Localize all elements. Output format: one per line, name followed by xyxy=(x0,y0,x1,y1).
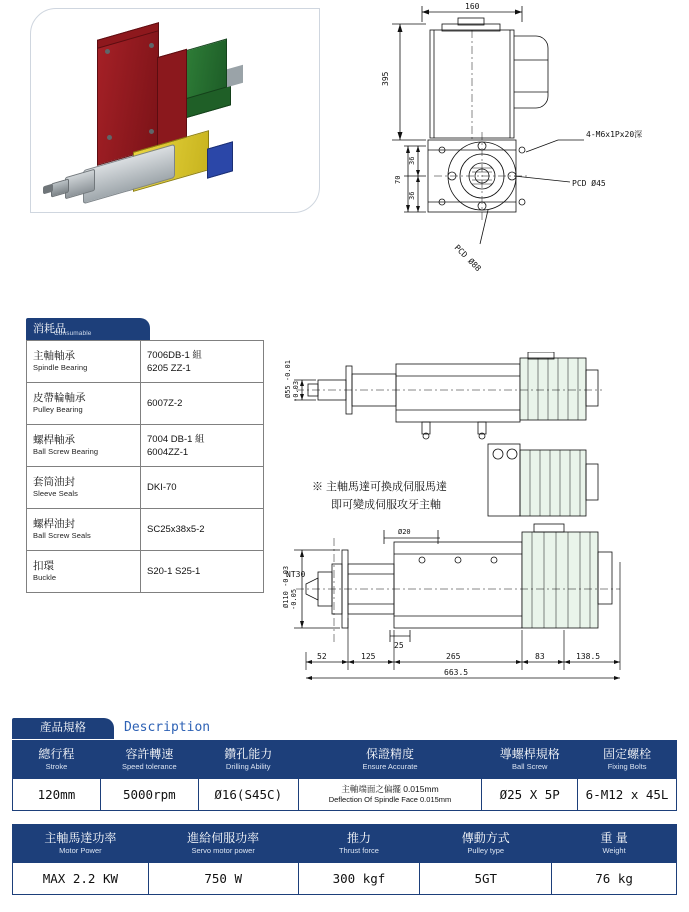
spec-value-stroke: 120mm xyxy=(13,779,101,811)
spec-header-cell: 主軸馬達功率 Motor Power xyxy=(13,825,149,863)
consumable-value-cell xyxy=(141,551,264,593)
spec-value-weight: 76 kg xyxy=(552,863,677,895)
drawing-front-view xyxy=(330,0,689,290)
consumable-name-cell xyxy=(27,551,141,593)
consumable-value-cell xyxy=(141,425,264,467)
table-row xyxy=(27,341,264,383)
spec-value-accuracy: 主軸端面之偏擺 0.015mm Deflection Of Spindle Face 0.015mm xyxy=(298,779,482,811)
label-zh: 螺桿油封 xyxy=(33,518,75,530)
consumable-name-cell xyxy=(27,509,141,551)
servo-note-line-1: ※ 主軸馬達可換成伺服馬達 xyxy=(312,481,448,493)
consumable-tab-label-zh: 消耗品 xyxy=(33,323,66,335)
taper-label: NT30 xyxy=(286,570,306,579)
value-line: DKI-70 xyxy=(147,482,177,493)
dim-83: 83 xyxy=(535,652,545,661)
label-zh: 扣環 xyxy=(33,560,54,572)
value-line: S20-1 S25-1 xyxy=(147,566,201,577)
consumable-value-cell xyxy=(141,341,264,383)
label-zh: 皮帶輪軸承 xyxy=(33,392,86,404)
consumable-section xyxy=(26,318,264,593)
spec-header-cell: 推力 Thrust force xyxy=(298,825,420,863)
spec-value-bolts: 6-M12 x 45L xyxy=(578,779,677,811)
dim-25: 25 xyxy=(394,641,404,650)
dim-160: 160 xyxy=(465,2,480,11)
label-en: Pulley Bearing xyxy=(33,405,83,414)
spec-value-motor-power: MAX 2.2 KW xyxy=(13,863,149,895)
bolt-dot xyxy=(107,135,112,140)
blue-cover-shape xyxy=(207,141,233,178)
table-row xyxy=(27,509,264,551)
consumable-name-cell xyxy=(27,383,141,425)
spec-header-cell: 容許轉速 Speed tolerance xyxy=(100,741,198,779)
value-line: 7004 DB-1 組 xyxy=(147,433,205,445)
consumable-name-cell xyxy=(27,341,141,383)
spec-tab-label-en: Description xyxy=(124,720,211,735)
consumable-value-cell xyxy=(141,509,264,551)
spec-value-drilling: Ø16(S45C) xyxy=(198,779,298,811)
label-zh: 套筒油封 xyxy=(33,476,75,488)
value-line: 7006DB-1 組 xyxy=(147,349,202,361)
drawing-side-views xyxy=(272,352,689,712)
dim-36-lower: 36 xyxy=(408,191,416,200)
spec-value-speed: 5000rpm xyxy=(100,779,198,811)
dim-52: 52 xyxy=(317,652,327,661)
bolt-dot xyxy=(149,43,154,48)
dim-d55-tol: -0.03 xyxy=(292,380,300,402)
table-row xyxy=(27,551,264,593)
consumable-value-cell xyxy=(141,467,264,509)
value-line: 6004ZZ-1 xyxy=(147,446,189,458)
dim-d55: Ø55 -0.01 xyxy=(284,360,292,398)
spec-value-pulley: 5GT xyxy=(420,863,552,895)
bolt-dot xyxy=(105,49,110,54)
note-bolts: 4-M6x1Px20深 xyxy=(586,130,643,139)
product-photo xyxy=(31,9,319,212)
label-en: Buckle xyxy=(33,573,57,582)
spec-header-cell: 鑽孔能力 Drilling Ability xyxy=(198,741,298,779)
consumable-tab xyxy=(26,318,150,340)
spec-header-cell: 傳動方式 Pulley type xyxy=(420,825,552,863)
spec-header xyxy=(12,718,212,740)
spec-tab-label-zh: 產品規格 xyxy=(40,722,86,734)
table-row xyxy=(27,467,264,509)
spec-table-1 xyxy=(12,740,677,811)
dim-70: 70 xyxy=(394,175,402,184)
servo-note-line-2: 即可變成伺服攻牙主軸 xyxy=(331,499,441,511)
dim-138-5: 138.5 xyxy=(576,652,601,661)
dim-d20: Ø20 xyxy=(398,528,411,536)
dim-395: 395 xyxy=(381,71,390,86)
consumable-name-cell xyxy=(27,425,141,467)
spec-header-cell: 總行程 Stroke xyxy=(13,741,101,779)
table-row xyxy=(27,425,264,467)
dim-36-upper: 36 xyxy=(408,156,416,165)
product-photo-panel xyxy=(30,8,320,213)
value-line: 6007Z-2 xyxy=(147,398,183,409)
spec-value-row xyxy=(13,863,677,895)
consumable-tab-label-en: Consumable xyxy=(54,330,92,337)
spec-header-cell: 導螺桿規格 Ball Screw xyxy=(482,741,578,779)
drawing-side-views-svg xyxy=(272,352,689,712)
label-en: Spindle Bearing xyxy=(33,363,88,372)
spec-header-row xyxy=(13,825,677,863)
table-row xyxy=(27,383,264,425)
value-line: SC25x38x5-2 xyxy=(147,524,205,535)
spec-value-servo-power: 750 W xyxy=(148,863,298,895)
spec-value-thrust: 300 kgf xyxy=(298,863,420,895)
dim-d110: Ø110 -0.03 xyxy=(282,565,290,608)
spec-header-cell: 進給伺服功率 Servo motor power xyxy=(148,825,298,863)
dim-d110-tol: -0.05 xyxy=(290,588,298,610)
consumable-value-cell xyxy=(141,383,264,425)
consumable-table xyxy=(26,340,264,593)
spec-table-2 xyxy=(12,824,677,895)
label-en: Sleeve Seals xyxy=(33,489,78,498)
dim-265: 265 xyxy=(446,652,461,661)
spec-header-row xyxy=(13,741,677,779)
dim-663-5: 663.5 xyxy=(444,668,469,677)
consumable-name-cell xyxy=(27,467,141,509)
spec-header-cell: 重 量 Weight xyxy=(552,825,677,863)
motor-shaft-shape xyxy=(227,65,243,88)
value-line: 6205 ZZ-1 xyxy=(147,362,191,374)
pcd-45: PCD Ø45 xyxy=(572,179,606,188)
dim-125: 125 xyxy=(361,652,376,661)
spec-header-cell: 保證精度 Ensure Accurate xyxy=(298,741,482,779)
pcd-88: PCD Ø88 xyxy=(452,243,483,274)
bolt-dot xyxy=(149,129,154,134)
spec-value-ballscrew: Ø25 X 5P xyxy=(482,779,578,811)
drawing-front-view-svg xyxy=(330,0,689,290)
spec-tab xyxy=(12,718,114,739)
spec-header-cell: 固定螺栓 Fixing Bolts xyxy=(578,741,677,779)
label-en: Ball Screw Bearing xyxy=(33,447,99,456)
label-zh: 主軸軸承 xyxy=(33,350,75,362)
label-en: Ball Screw Seals xyxy=(33,531,91,540)
spec-value-row xyxy=(13,779,677,811)
label-zh: 螺桿軸承 xyxy=(33,434,75,446)
